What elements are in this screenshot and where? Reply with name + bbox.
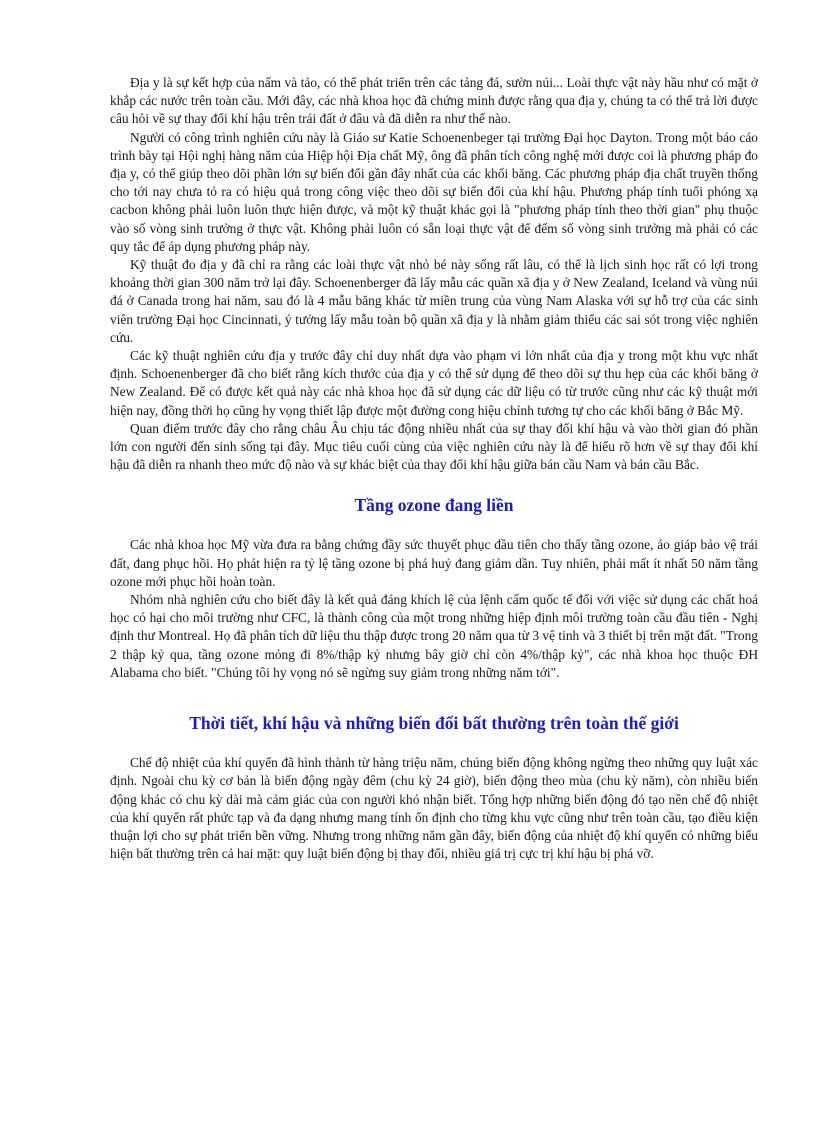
section-heading-ozone: Tầng ozone đang liền bbox=[354, 495, 514, 516]
section-climate bbox=[110, 754, 758, 863]
section-heading-climate: Thời tiết, khí hậu và những biến đổi bất thường trên toàn thế giới bbox=[189, 713, 679, 734]
paragraph: Chế độ nhiệt của khí quyển đã hình thành từ hàng triệu năm, chúng biến động không ngừng theo những quy luật xác định. Ngoài chu kỳ cơ bản là biến động ngày đêm (chu kỳ 24 giờ), biến động theo mùa (chu kỳ năm), còn nhiều biến động khác có chu kỳ dài mà cảm giác của con người khó nhận biết. Tổng hợp những biến động đó tạo nên chế độ nhiệt của khí quyển rất phức tạp và đa dạng nhưng mang tính ổn định cho từng khu vực cũng như trên toàn cầu, tạo điều kiện thuận lợi cho sự phát triển bền vững. Nhưng trong những năm gần đây, biến động của nhiệt độ khí quyển có những biểu hiện bất thường trên cả hai mặt: quy luật biến động bị thay đổi, nhiều giá trị cực trị khí hậu bị phá vỡ. bbox=[110, 755, 758, 862]
paragraph: Quan điểm trước đây cho rằng châu Âu chịu tác động nhiều nhất của sự thay đổi khí hậu và vào thời gian đó phần lớn con người đến sinh sống tại đây. Mục tiêu cuối cùng của việc nghiên cứu này là để hiểu rõ hơn về sự thay đổi khí hậu đã diễn ra nhanh theo mức độ nào và sự khác biệt của thay đổi khí hậu giữa bán cầu Nam và bán cầu Bắc. bbox=[110, 420, 758, 473]
paragraph: Người có công trình nghiên cứu này là Giáo sư Katie Schoenenbeger tại trường Đại học Dayton. Trong một báo cáo trình bày tại Hội nghị hàng năm của Hiệp hội Địa chất Mỹ, ông đã phân tích công nghệ mới được coi là phương pháp đo địa y, có thể giúp theo dõi phần lớn sự biến đổi gần đây nhất của các khối băng. Các phương pháp địa chất truyền thống cho tới nay chưa tỏ ra có hiệu quả trong công việc theo dõi sự biến đổi của khí hậu. Phương pháp tính tuổi phóng xạ cacbon không phải luôn luôn thực hiện được, và một kỹ thuật khác gọi là "phương pháp tính theo thời gian" phụ thuộc vào số vòng sinh trưởng ở thực vật. Không phải luôn có sẵn loại thực vật để đếm số vòng sinh trưởng mà phải có các quy tắc để áp dụng phương pháp này. bbox=[110, 129, 758, 254]
paragraph: Địa y là sự kết hợp của nấm và tảo, có thể phát triển trên các tảng đá, sườn núi... Loài thực vật này hầu như có mặt ở khắp các nước trên toàn cầu. Mới đây, các nhà khoa học đã chứng minh được rằng qua địa y, chúng ta có thể trả lời được câu hỏi về sự thay đổi khí hậu trên trái đất ở đâu và đã diễn ra như thế nào. bbox=[110, 75, 758, 127]
paragraph: Kỹ thuật đo địa y đã chỉ ra rằng các loài thực vật nhỏ bé này sống rất lâu, có thể là lịch sinh học rất có lợi trong khoảng thời gian 300 năm trở lại đây. Schoenenberger đã lấy mẫu các quần xã địa y ở New Zealand, Iceland và vùng núi đá ở Canada trong hai năm, sau đó là 4 mẫu băng khác từ miền trung của vùng Nam Alaska với sự hỗ trợ của các sinh viên trường Đại học Cincinnati, ý tưởng lấy mẫu toàn bộ quần xã địa y là nhằm giảm thiểu các sai sót trong việc nghiên cứu. bbox=[110, 257, 758, 345]
section-ozone bbox=[110, 536, 758, 682]
paragraph: Nhóm nhà nghiên cứu cho biết đây là kết quả đáng khích lệ của lệnh cấm quốc tế đối với việc sử dụng các chất hoá học có hại cho môi trường như CFC, là thành công của một trong những hiệp định môi trường toàn cầu đầu tiên - Nghị định thư Montreal. Họ đã phân tích dữ liệu thu thập được trong 20 năm qua từ 3 vệ tinh và 3 thiết bị trên mặt đất. "Trong 2 thập kỷ qua, tầng ozone mỏng đi 8%/thập kỷ nhưng bây giờ chỉ còn 4%/thập kỷ", các nhà khoa học thuộc ĐH Alabama cho biết. "Chúng tôi hy vọng nó sẽ ngừng suy giảm trong những năm tới". bbox=[110, 592, 758, 680]
document-page bbox=[110, 74, 758, 863]
paragraph: Các nhà khoa học Mỹ vừa đưa ra bằng chứng đầy sức thuyết phục đầu tiên cho thấy tầng ozone, áo giáp bảo vệ trái đất, đang phục hồi. Họ phát hiện ra tỷ lệ tầng ozone bị phá huỷ đang giảm dần. Tuy nhiên, phải mất ít nhất 50 năm tầng ozone mới phục hồi hoàn toàn. bbox=[110, 537, 758, 589]
section-lichen bbox=[110, 74, 758, 474]
paragraph: Các kỹ thuật nghiên cứu địa y trước đây chỉ duy nhất dựa vào phạm vi lớn nhất của địa y trong một khu vực nhất định. Schoenenberger đã cho biết rằng kích thước của địa y có thể sử dụng để theo dõi sự thu hẹp của các khối băng ở New Zealand. Để có được kết quả này các nhà khoa học đã sử dụng các dữ liệu có từ trước cũng như các kỹ thuật mới hiện nay, đồng thời họ cũng hy vọng thiết lập được một đường cong hiệu chỉnh tương tự cho các khối băng ở Bắc Mỹ. bbox=[110, 348, 758, 418]
